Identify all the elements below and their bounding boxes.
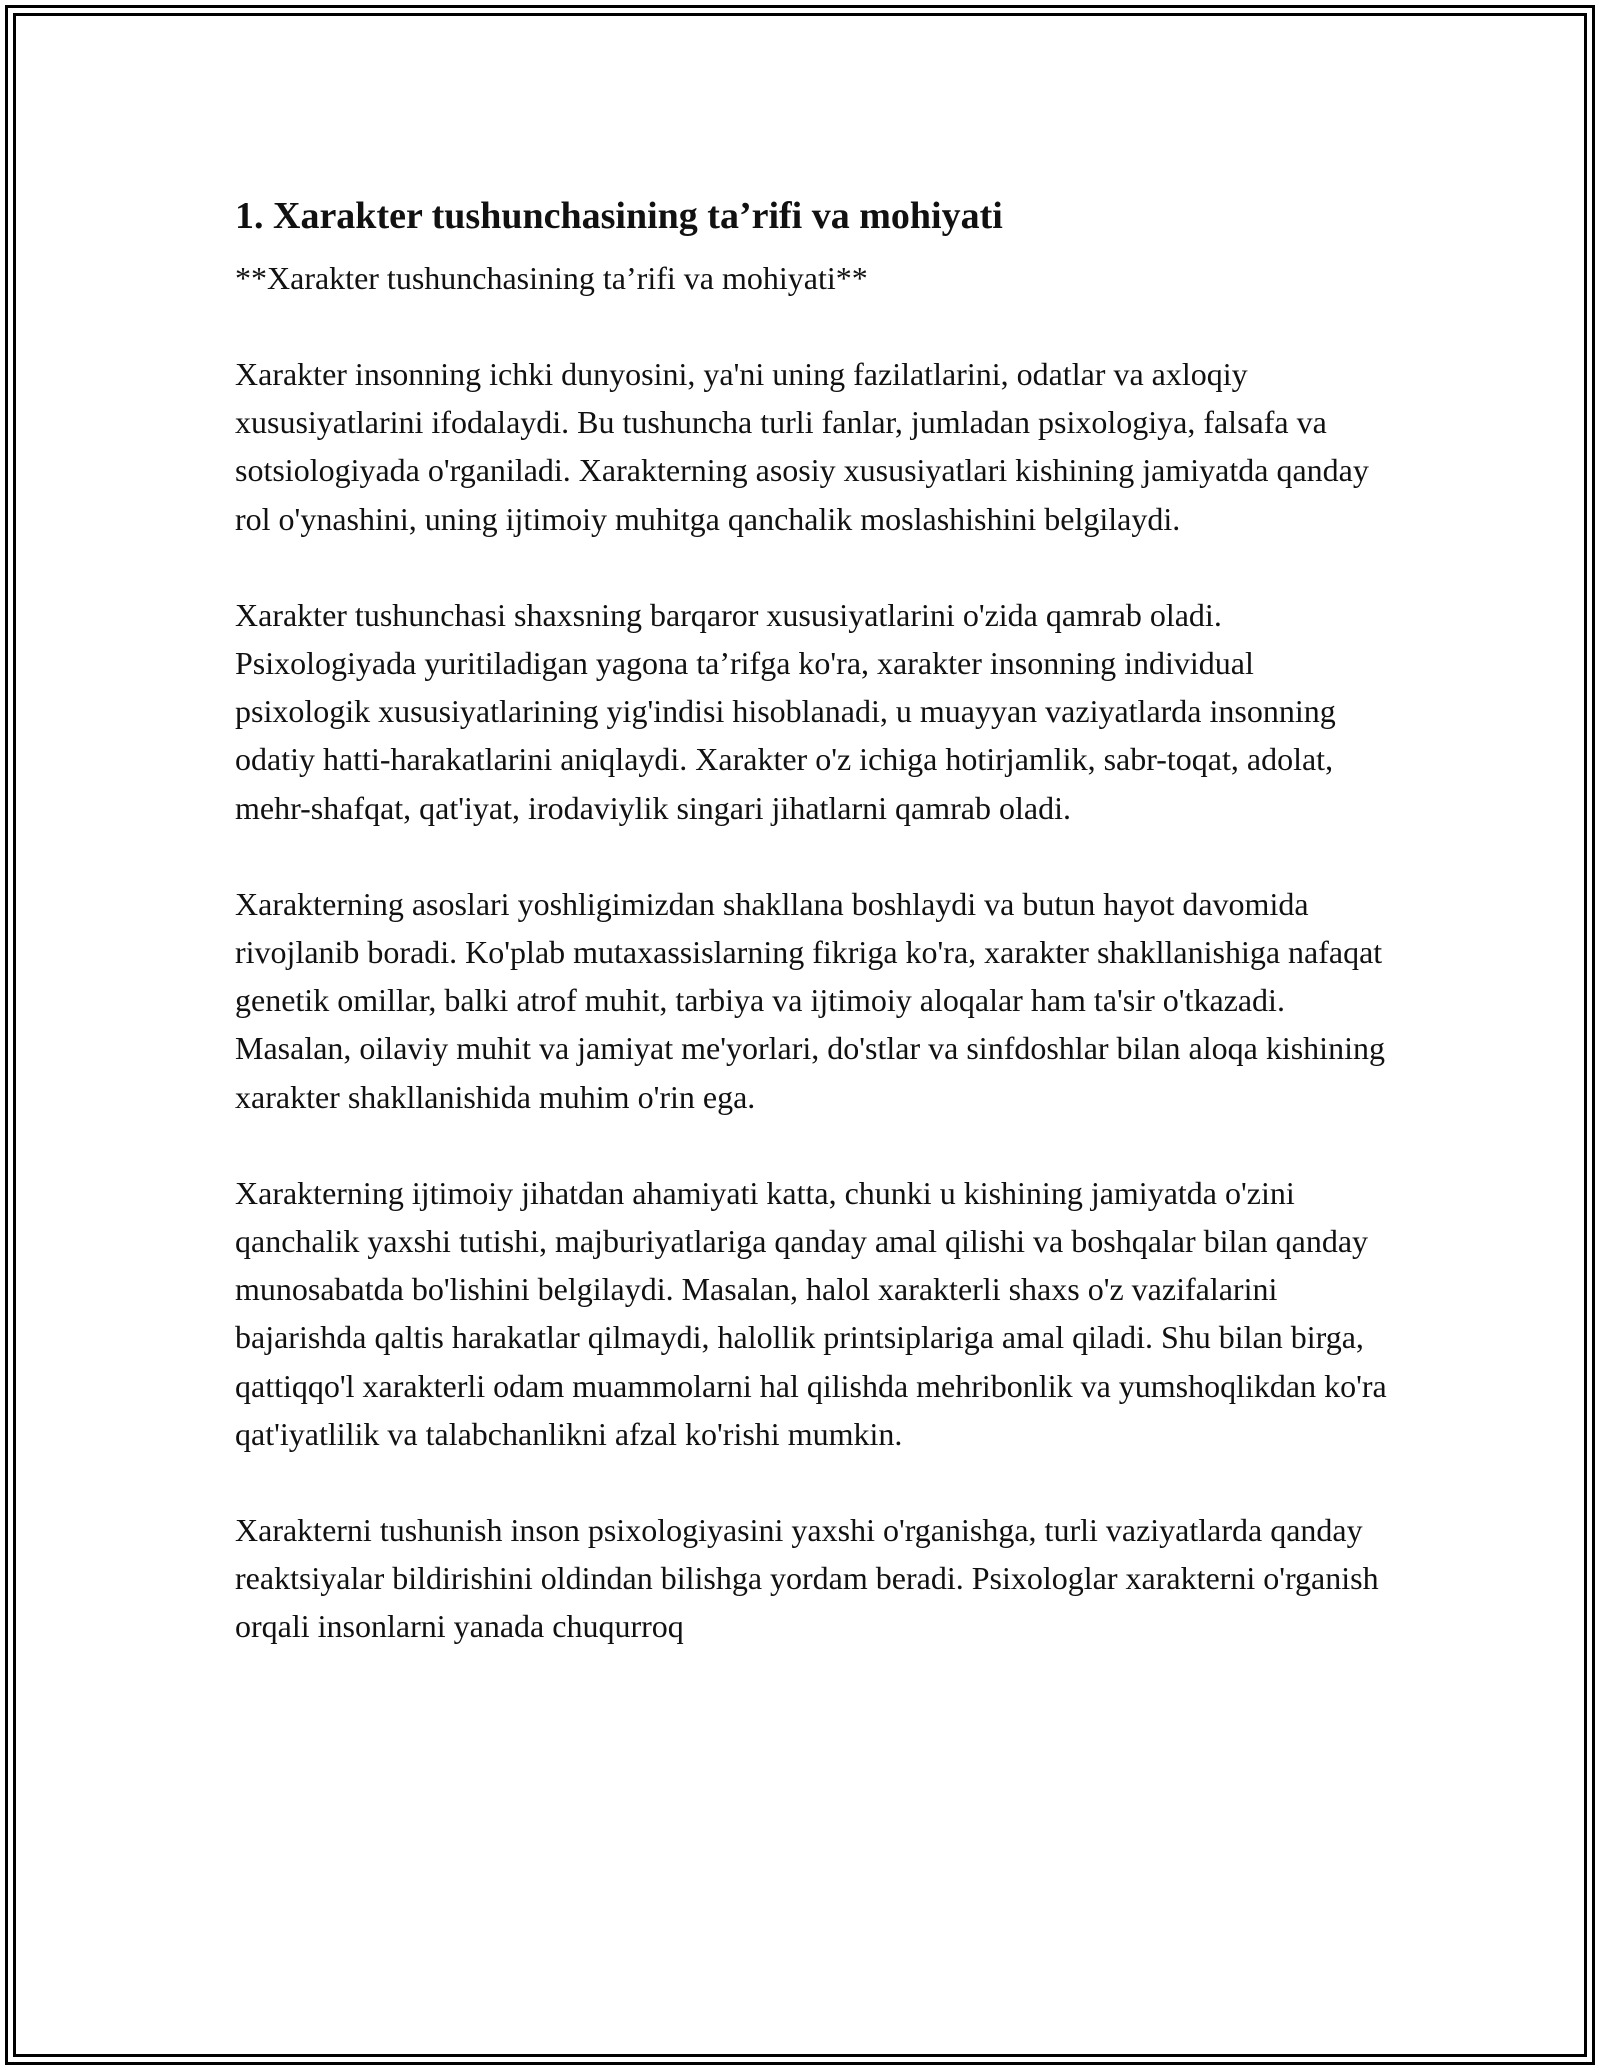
paragraph-4: Xarakterning ijtimoiy jihatdan ahamiyati katta, chunki u kishining jamiyatda o'zini qanchalik yaxshi tutishi, majburiyatlariga qanday amal qilishi va boshqalar bilan qanday munosabatda bo'lishini belgilaydi. Masalan, halol xarakterli shaxs o'z vazifalarini bajarishda qaltis harakatlar qilmaydi, halollik printsiplariga amal qiladi. Shu bilan birga, qattiqqo'l xarakterli odam muammolarni hal qilishda mehribonlik va yumshoqlikdan ko'ra qat'iyatlilik va talabchanlikni afzal ko'rishi mumkin. bbox=[235, 1174, 1387, 1452]
paragraph-2: Xarakter tushunchasi shaxsning barqaror xususiyatlarini o'zida qamrab oladi. Psixologiyada yuritiladigan yagona ta’rifga ko'ra, xarakter insonning individual psixologik xususiyatlarining yig'indisi hisoblanadi, u muayyan vaziyatlarda insonning odatiy hatti-harakatlarini aniqlaydi. Xarakter o'z ichiga hotirjamlik, sabr-toqat, adolat, mehr-shafqat, qat'iyat, irodaviylik singari jihatlarni qamrab oladi. bbox=[235, 596, 1336, 826]
document-body bbox=[235, 190, 1395, 1651]
paragraph-5: Xarakterni tushunish inson psixologiyasini yaxshi o'rganishga, turli vaziyatlarda qanday reaktsiyalar bildirishini oldindan bilishga yordam beradi. Psixologlar xarakterni o'rganish orqali insonlarni yanada chuqurroq bbox=[235, 1512, 1379, 1645]
section-title: 1. Xarakter tushunchasining ta’rifi va mohiyati bbox=[235, 195, 1003, 237]
paragraph-3: Xarakterning asoslari yoshligimizdan shakllana boshlaydi va butun hayot davomida rivojlanib boradi. Ko'plab mutaxassislarning fikriga ko'ra, xarakter shakllanishiga nafaqat genetik omillar, balki atrof muhit, tarbiya va ijtimoiy aloqalar ham ta'sir o'tkazadi. Masalan, oilaviy muhit va jamiyat me'yorlari, do'stlar va sinfdoshlar bilan aloqa kishining xarakter shakllanishida muhim o'rin ega. bbox=[235, 885, 1385, 1115]
section-subtitle: **Xarakter tushunchasining ta’rifi va mohiyati** bbox=[235, 260, 868, 296]
paragraph-1: Xarakter insonning ichki dunyosini, ya'ni uning fazilatlarini, odatlar va axloqiy xususiyatlarini ifodalaydi. Bu tushuncha turli fanlar, jumladan psixologiya, falsafa va sotsiologiyada o'rganiladi. Xarakterning asosiy xususiyatlari kishining jamiyatda qanday rol o'ynashini, uning ijtimoiy muhitga qanchalik moslashishini belgilaydi. bbox=[235, 356, 1369, 537]
